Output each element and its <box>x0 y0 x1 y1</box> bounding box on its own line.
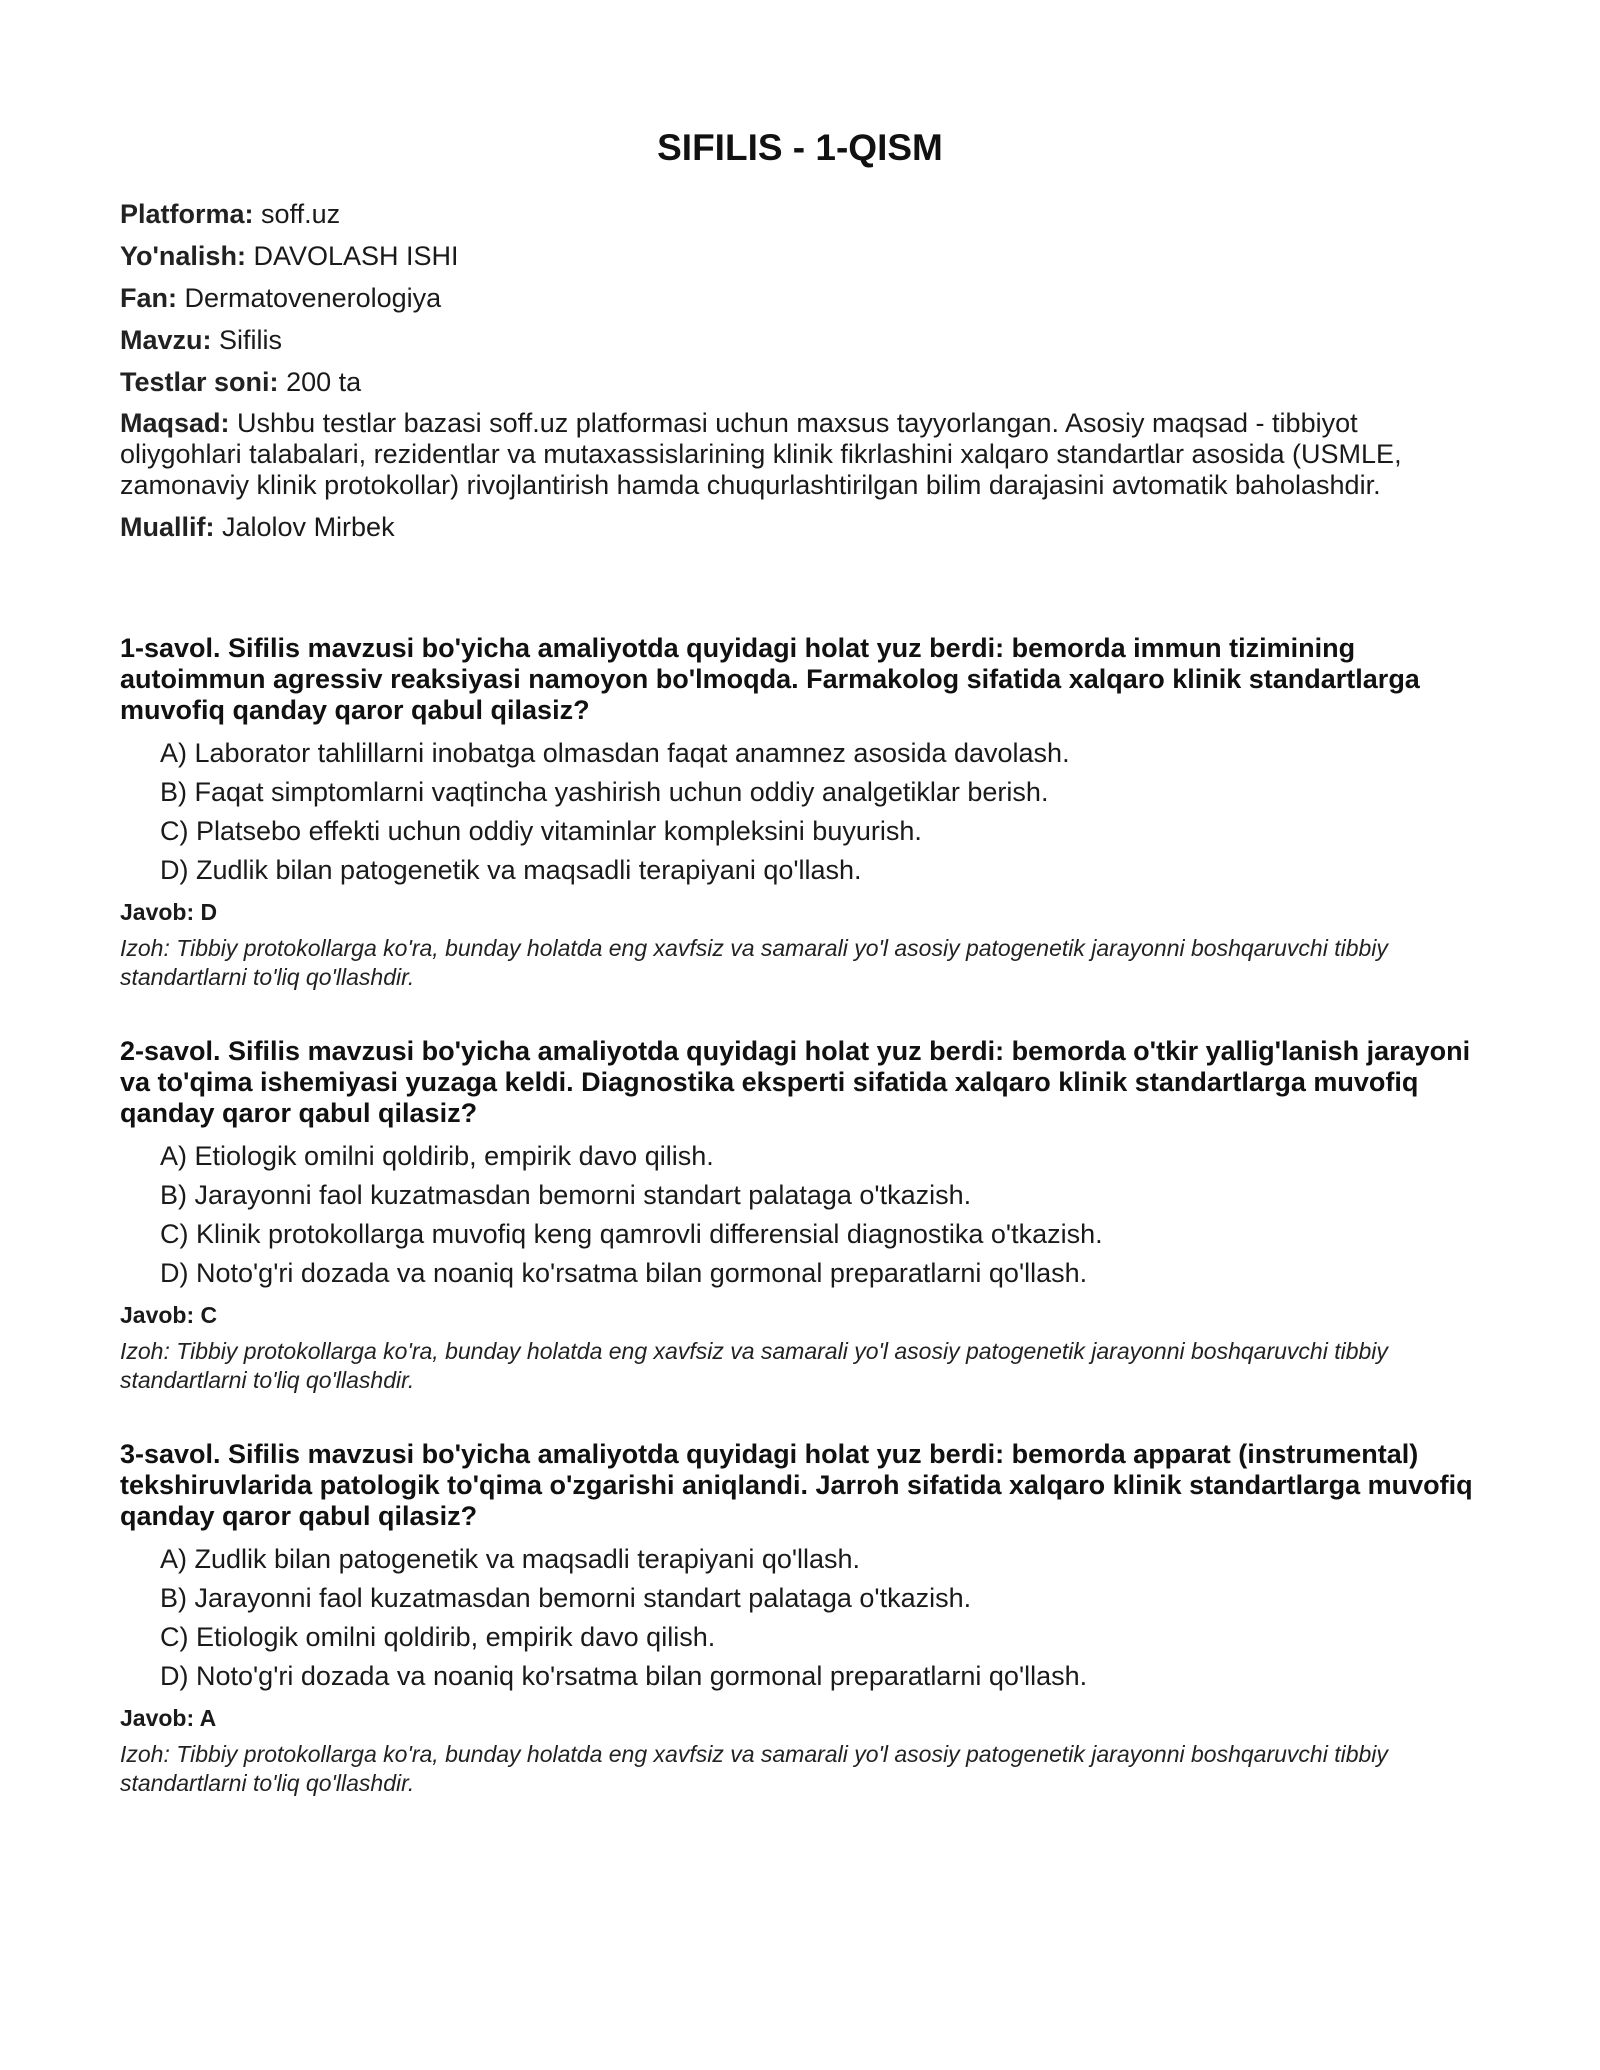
question-2 <box>120 1036 1480 1395</box>
option-d: D) Zudlik bilan patogenetik va maqsadli terapiyani qo'llash. <box>160 855 862 885</box>
answer-label: Javob: C <box>120 1302 218 1328</box>
option-b: B) Faqat simptomlarni vaqtincha yashirish uchun oddiy analgetiklar berish. <box>160 777 1049 807</box>
option-d: D) Noto'g'ri dozada va noaniq ko'rsatma bilan gormonal preparatlarni qo'llash. <box>160 1661 1088 1691</box>
option-d: D) Noto'g'ri dozada va noaniq ko'rsatma bilan gormonal preparatlarni qo'llash. <box>160 1258 1088 1288</box>
meta-test-count-value: 200 ta <box>286 367 362 397</box>
option-a: A) Laborator tahlillarni inobatga olmasdan faqat anamnez asosida davolash. <box>160 738 1070 768</box>
section-spacer <box>120 553 1480 633</box>
answer-label: Javob: A <box>120 1705 217 1731</box>
explanation-note: Izoh: Tibbiy protokollarga ko'ra, bunday holatda eng xavfsiz va samarali yo'l asosiy patogenetik jarayonni boshqaruvchi tibbiy standartlarni to'liq qo'llashdir. <box>120 935 1388 990</box>
meta-author-label: Muallif: <box>120 512 215 542</box>
meta-goal-value: Ushbu testlar bazasi soff.uz platformasi uchun maxsus tayyorlangan. Asosiy maqsad - tibbiyot oliygohlari talabalari, rezidentlar va mutaxassislarining klinik fikrlashini xalqaro standartlar asosida (USMLE, zamonaviy klinik protokollar) rivojlantirish hamda chuqurlashtirilgan bilim darajasini avtomatik baholashdir. <box>120 408 1402 500</box>
option-c: C) Klinik protokollarga muvofiq keng qamrovli differensial diagnostika o'tkazish. <box>160 1219 1103 1249</box>
document-page <box>120 118 1480 1842</box>
option-c: C) Platsebo effekti uchun oddiy vitaminlar kompleksini buyurish. <box>160 816 922 846</box>
meta-subject-value: Dermatovenerologiya <box>184 283 442 313</box>
question-text: 1-savol. Sifilis mavzusi bo'yicha amaliyotda quyidagi holat yuz berdi: bemorda immun tizimining autoimmun agressiv reaksiyasi namoyon bo'lmoqda. Farmakolog sifatida xalqaro klinik standartlarga muvofiq qanday qaror qabul qilasiz? <box>120 633 1420 725</box>
meta-author-value: Jalolov Mirbek <box>222 512 395 542</box>
meta-subject <box>120 282 1480 314</box>
meta-subject-label: Fan: <box>120 283 177 313</box>
meta-test-count <box>120 366 1480 398</box>
question-3 <box>120 1439 1480 1798</box>
option-c: C) Etiologik omilni qoldirib, empirik davo qilish. <box>160 1622 716 1652</box>
question-text: 3-savol. Sifilis mavzusi bo'yicha amaliyotda quyidagi holat yuz berdi: bemorda apparat (instrumental) tekshiruvlarida patologik to'qima o'zgarishi aniqlandi. Jarroh sifatida xalqaro klinik standartlarga muvofiq qanday qaror qabul qilasiz? <box>120 1439 1473 1531</box>
meta-platform <box>120 198 1480 230</box>
meta-topic-label: Mavzu: <box>120 325 212 355</box>
option-a: A) Etiologik omilni qoldirib, empirik davo qilish. <box>160 1141 714 1171</box>
meta-topic <box>120 324 1480 356</box>
meta-goal-label: Maqsad: <box>120 408 230 438</box>
question-1 <box>120 633 1480 992</box>
question-text: 2-savol. Sifilis mavzusi bo'yicha amaliyotda quyidagi holat yuz berdi: bemorda o'tkir yallig'lanish jarayoni va to'qima ishemiyasi yuzaga keldi. Diagnostika eksperti sifatida xalqaro klinik standartlarga muvofiq qanday qaror qabul qilasiz? <box>120 1036 1471 1128</box>
meta-direction-value: DAVOLASH ISHI <box>253 241 459 271</box>
meta-topic-value: Sifilis <box>219 325 283 355</box>
option-b: B) Jarayonni faol kuzatmasdan bemorni standart palataga o'tkazish. <box>160 1583 972 1613</box>
meta-direction-label: Yo'nalish: <box>120 241 246 271</box>
meta-platform-value: soff.uz <box>261 199 341 229</box>
meta-direction <box>120 240 1480 272</box>
meta-test-count-label: Testlar soni: <box>120 367 279 397</box>
option-b: B) Jarayonni faol kuzatmasdan bemorni standart palataga o'tkazish. <box>160 1180 972 1210</box>
document-meta <box>120 198 1480 543</box>
meta-goal <box>120 408 1480 501</box>
explanation-note: Izoh: Tibbiy protokollarga ko'ra, bunday holatda eng xavfsiz va samarali yo'l asosiy patogenetik jarayonni boshqaruvchi tibbiy standartlarni to'liq qo'llashdir. <box>120 1338 1388 1393</box>
answer-label: Javob: D <box>120 899 218 925</box>
option-a: A) Zudlik bilan patogenetik va maqsadli terapiyani qo'llash. <box>160 1544 861 1574</box>
meta-author <box>120 511 1480 543</box>
explanation-note: Izoh: Tibbiy protokollarga ko'ra, bunday holatda eng xavfsiz va samarali yo'l asosiy patogenetik jarayonni boshqaruvchi tibbiy standartlarni to'liq qo'llashdir. <box>120 1741 1388 1796</box>
meta-platform-label: Platforma: <box>120 199 254 229</box>
document-title: SIFILIS - 1-QISM <box>657 127 943 168</box>
